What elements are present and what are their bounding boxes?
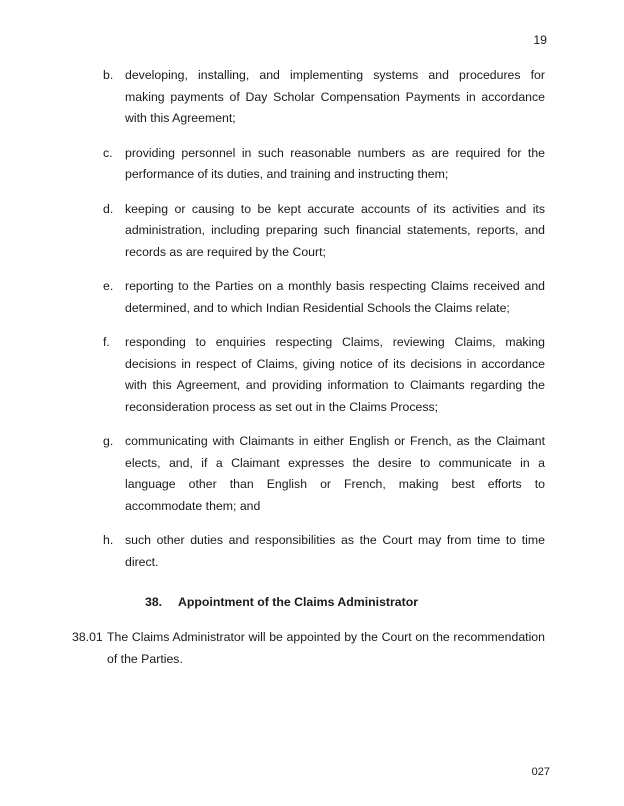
list-item-line: with this Agreement, and providing information to Claimants regarding the xyxy=(125,378,545,392)
clause-line: The Claims Administrator will be appointed by the Court on the recommendation xyxy=(107,630,545,644)
list-item-line: keeping or causing to be kept accurate accounts of its activities and its xyxy=(125,201,545,216)
list-marker: h. xyxy=(103,533,114,547)
list-item-text xyxy=(125,199,545,264)
list-item-text xyxy=(125,530,545,573)
list-item-line: responding to enquiries respecting Claims, reviewing Claims, making xyxy=(125,335,545,349)
list-item-h xyxy=(103,530,545,573)
clause-38-01 xyxy=(72,627,545,670)
list-item-line: providing personnel in such reasonable numbers as are required for the xyxy=(125,145,545,160)
list-item-line: performance of its duties, and training and instructing them; xyxy=(125,167,449,181)
list-item-line: elects, and, if a Claimant expresses the desire to communicate in a xyxy=(125,455,545,470)
list-item-text xyxy=(125,65,545,130)
list-item-line: reconsideration process as set out in the Claims Process; xyxy=(125,399,439,414)
clause-number: 38.01 xyxy=(72,630,103,644)
list-marker: g. xyxy=(103,434,114,448)
clause-line: of the Parties. xyxy=(107,651,183,666)
list-item-text xyxy=(125,332,545,418)
list-item-text xyxy=(125,431,545,517)
list-item-line: decisions in respect of Claims, giving notice of its decisions in accordance xyxy=(125,356,545,371)
clause-text xyxy=(107,627,545,670)
page-number: 19 xyxy=(533,33,547,47)
list-item-line: with this Agreement; xyxy=(125,111,236,125)
list-item-text xyxy=(125,276,545,319)
list-item-c xyxy=(103,143,545,186)
list-item-f xyxy=(103,332,545,418)
list-item-e xyxy=(103,276,545,319)
list-item-line: reporting to the Parties on a monthly basis respecting Claims received and xyxy=(125,279,545,293)
list-item-line: direct. xyxy=(125,554,159,569)
list-item-line: developing, installing, and implementing systems and procedures for xyxy=(125,68,545,82)
list-marker: e. xyxy=(103,279,114,293)
list-marker: c. xyxy=(103,145,113,160)
list-item-line: communicating with Claimants in either English or French, as the Claimant xyxy=(125,434,545,448)
section-heading xyxy=(145,592,624,614)
list-item-b xyxy=(103,65,545,130)
list-marker: d. xyxy=(103,201,114,216)
list-item-line: determined, and to which Indian Residential Schools the Claims relate; xyxy=(125,300,510,315)
bates-stamp-number: 027 xyxy=(531,766,550,778)
page-content xyxy=(0,65,624,670)
list-item-d xyxy=(103,199,545,264)
list-item-line: such other duties and responsibilities as the Court may from time to time xyxy=(125,533,545,547)
list-item-text xyxy=(125,143,545,186)
section-number: 38. xyxy=(145,595,163,609)
list-item-line: language other than English or French, making best efforts to xyxy=(125,477,545,491)
list-item-line: records as are required by the Court; xyxy=(125,244,326,259)
list-item-line: making payments of Day Scholar Compensation Payments in accordance xyxy=(125,89,545,104)
list-item-g xyxy=(103,431,545,517)
list-marker: f. xyxy=(103,335,110,349)
list-item-line: administration, including preparing such financial statements, reports, and xyxy=(125,223,545,237)
section-title: Appointment of the Claims Administrator xyxy=(178,595,419,609)
list-item-line: accommodate them; and xyxy=(125,498,261,513)
list-marker: b. xyxy=(103,68,114,82)
